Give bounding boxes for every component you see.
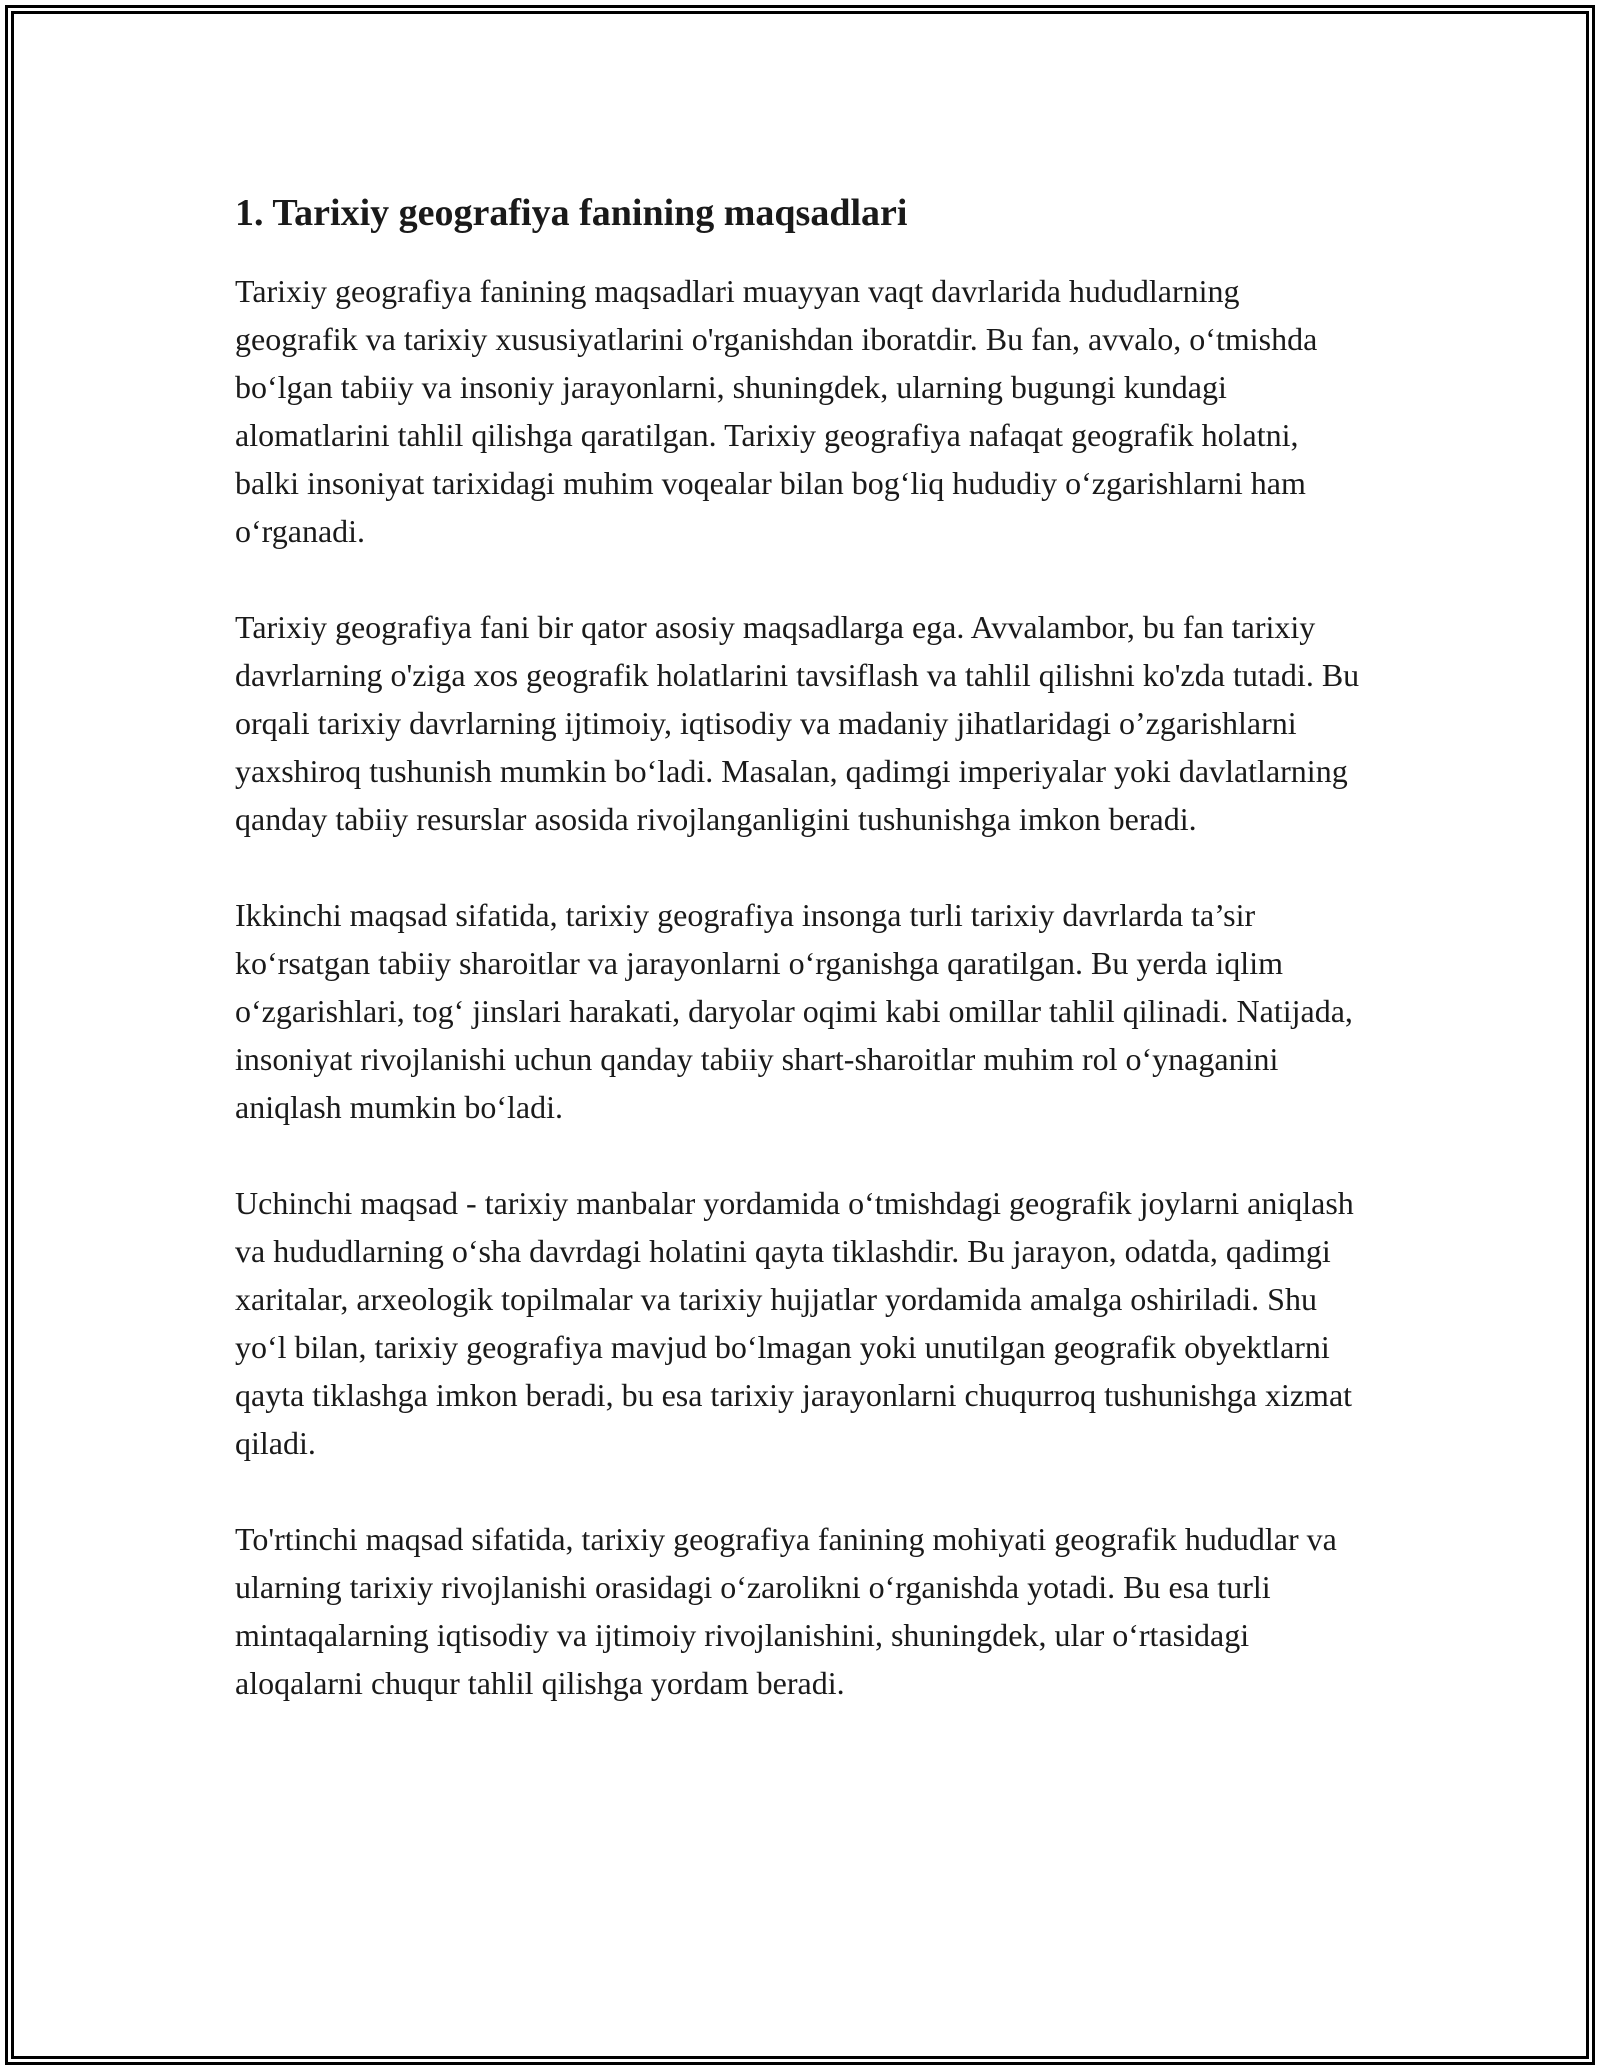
paragraph-5: To'rtinchi maqsad sifatida, tarixiy geografiya fanining mohiyati geografik hududlar va ularning tarixiy rivojlanishi orasidagi oʻzarolikni oʻrganishda yotadi. Bu esa turli mintaqalarning iqtisodiy va ijtimoiy rivojlanishini, shuningdek, ular oʻrtasidagi aloqalarni chuqur tahlil qilishga yordam beradi. [235, 1521, 1337, 1701]
section-heading: 1. Tarixiy geografiya fanining maqsadlari [235, 192, 908, 234]
paragraph-2: Tarixiy geografiya fani bir qator asosiy maqsadlarga ega. Avvalambor, bu fan tarixiy davrlarning o'ziga xos geografik holatlarini tavsiflash va tahlil qilishni ko'zda tutadi. Bu orqali tarixiy davrlarning ijtimoiy, iqtisodiy va madaniy jihatlaridagi o’zgarishlarni yaxshiroq tushunish mumkin boʻladi. Masalan, qadimgi imperiyalar yoki davlatlarning qanday tabiiy resurslar asosida rivojlanganligini tushunishga imkon beradi. [235, 609, 1360, 837]
paragraph-1: Tarixiy geografiya fanining maqsadlari muayyan vaqt davrlarida hududlarning geografik va tarixiy xususiyatlarini o'rganishdan iboratdir. Bu fan, avvalo, oʻtmishda boʻlgan tabiiy va insoniy jarayonlarni, shuningdek, ularning bugungi kundagi alomatlarini tahlil qilishga qaratilgan. Tarixiy geografiya nafaqat geografik holatni, balki insoniyat tarixidagi muhim voqealar bilan bogʻliq hududiy oʻzgarishlarni ham oʻrganadi. [235, 273, 1318, 549]
paragraph-4: Uchinchi maqsad - tarixiy manbalar yordamida oʻtmishdagi geografik joylarni aniqlash va hududlarning oʻsha davrdagi holatini qayta tiklashdir. Bu jarayon, odatda, qadimgi xaritalar, arxeologik topilmalar va tarixiy hujjatlar yordamida amalga oshiriladi. Shu yoʻl bilan, tarixiy geografiya mavjud boʻlmagan yoki unutilgan geografik obyektlarni qayta tiklashga imkon beradi, bu esa tarixiy jarayonlarni chuqurroq tushunishga xizmat qiladi. [235, 1185, 1354, 1461]
paragraph-3: Ikkinchi maqsad sifatida, tarixiy geografiya insonga turli tarixiy davrlarda ta’sir koʻrsatgan tabiiy sharoitlar va jarayonlarni oʻrganishga qaratilgan. Bu yerda iqlim oʻzgarishlari, togʻ jinslari harakati, daryolar oqimi kabi omillar tahlil qilinadi. Natijada, insoniyat rivojlanishi uchun qanday tabiiy shart-sharoitlar muhim rol oʻynaganini aniqlash mumkin boʻladi. [235, 897, 1353, 1125]
document-body [235, 185, 1365, 1707]
